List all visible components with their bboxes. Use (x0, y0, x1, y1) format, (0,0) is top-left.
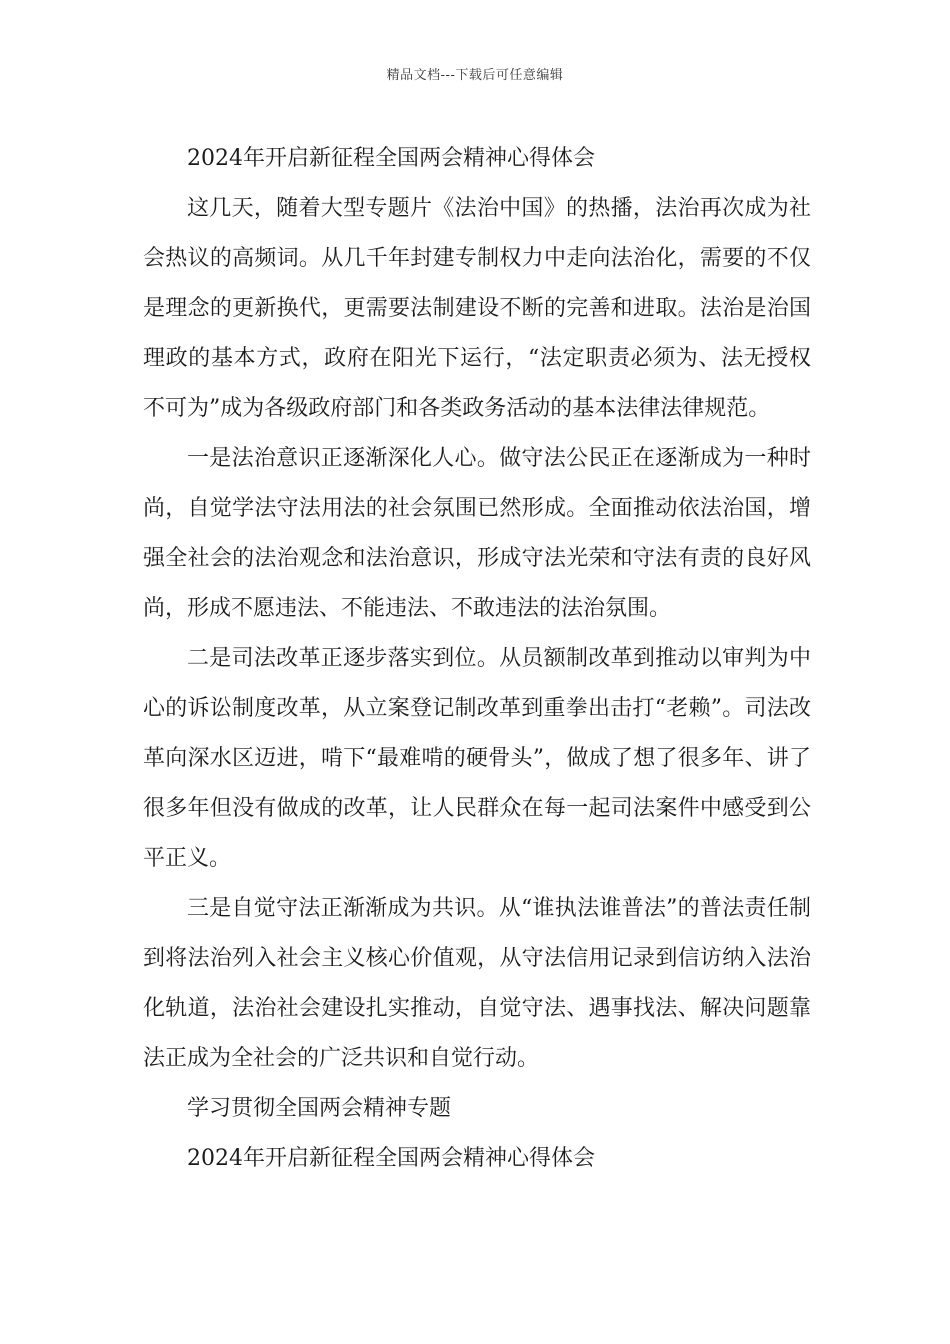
paragraph-point-one: 一是法治意识正逐渐深化人心。做守法公民正在逐渐成为一种时尚，自觉学法守法用法的社会氛围已然形成。全面推动依法治国，增强全社会的法治观念和法治意识，形成守法光荣和守法有责的良好风尚，形成不愿违法、不能违法、不敢违法的法治氛围。 (143, 446, 811, 621)
paragraph-point-three: 三是自觉守法正渐渐成为共识。从“谁执法谁普法”的普法责任制到将法治列入社会主义核心价值观，从守法信用记录到信访纳入法治化轨道，法治社会建设扎实推动，自觉守法、遇事找法、解决问题靠法正成为全社会的广泛共识和自觉行动。 (143, 896, 811, 1071)
document-title-repeat: 2024年开启新征程全国两会精神心得体会 (187, 1146, 595, 1171)
document-body (143, 134, 811, 1184)
paragraph-intro: 这几天，随着大型专题片《法治中国》的热播，法治再次成为社会热议的高频词。从几千年封建专制权力中走向法治化，需要的不仅是理念的更新换代，更需要法制建设不断的完善和进取。法治是治国理政的基本方式，政府在阳光下运行，“法定职责必须为、法无授权不可为”成为各级政府部门和各类政务活动的基本法律法律规范。 (143, 196, 811, 421)
document-title: 2024年开启新征程全国两会精神心得体会 (187, 146, 595, 171)
paragraph-point-two: 二是司法改革正逐步落实到位。从员额制改革到推动以审判为中心的诉讼制度改革，从立案登记制改革到重拳出击打“老赖”。司法改革向深水区迈进，啃下“最难啃的硬骨头”，做成了想了很多年、讲了很多年但没有做成的改革，让人民群众在每一起司法案件中感受到公平正义。 (143, 646, 811, 871)
section-heading: 学习贯彻全国两会精神专题 (187, 1096, 452, 1121)
page-header: 精品文档---下载后可任意编辑 (386, 68, 564, 83)
